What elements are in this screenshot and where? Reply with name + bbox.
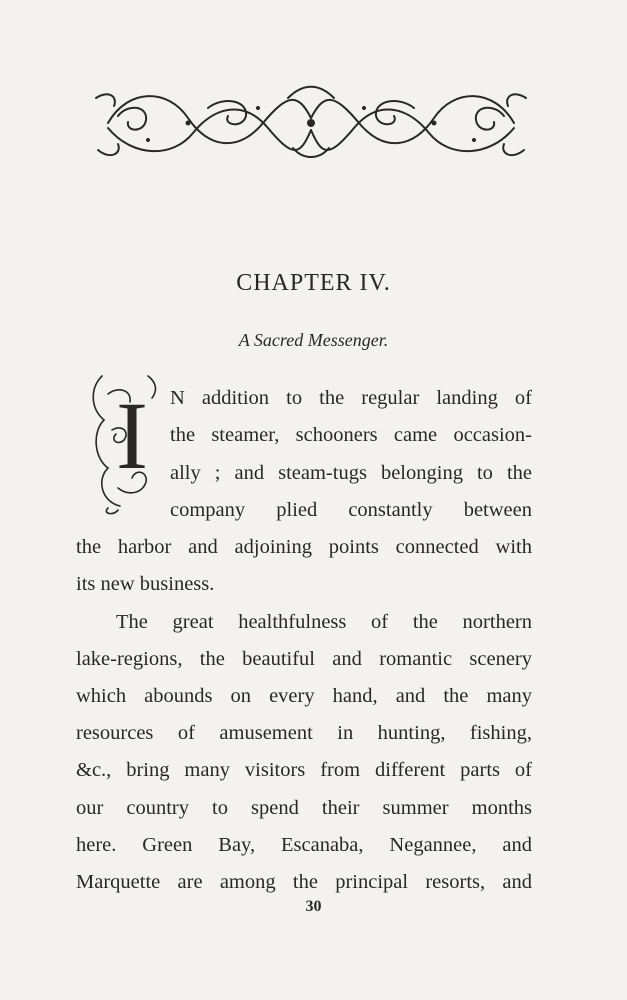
paragraph-line: N addition to the regular landing of (170, 387, 532, 409)
ornament-headpiece (88, 78, 534, 168)
chapter-heading: CHAPTER IV. (236, 270, 391, 296)
paragraph-line: ally ; and steam-tugs belonging to the (170, 462, 532, 484)
paragraph-line: company plied constantly between (170, 499, 532, 521)
dropcap-letter: I (116, 382, 148, 489)
paragraph-line: the harbor and adjoining points connected with (76, 536, 532, 558)
dropcap-ornament (88, 368, 168, 518)
paragraph-line: Marquette are among the principal resorts, and (76, 871, 532, 893)
paragraph-line: here. Green Bay, Escanaba, Negannee, and (76, 834, 532, 856)
paragraph-line: which abounds on every hand, and the many (76, 685, 532, 707)
paragraph-line: lake-regions, the beautiful and romantic scenery (76, 648, 532, 670)
paragraph-line: resources of amusement in hunting, fishing, (76, 722, 532, 744)
paragraph-line: its new business. (76, 573, 215, 595)
chapter-title: A Sacred Messenger. (238, 330, 389, 350)
paragraph-line: the steamer, schooners came occasion- (170, 424, 532, 446)
paragraph-line: The great healthfulness of the northern (116, 611, 532, 633)
paragraph-line: our country to spend their summer months (76, 797, 532, 819)
paragraph-line: &c., bring many visitors from different parts of (76, 759, 532, 781)
page-number: 30 (305, 898, 322, 915)
